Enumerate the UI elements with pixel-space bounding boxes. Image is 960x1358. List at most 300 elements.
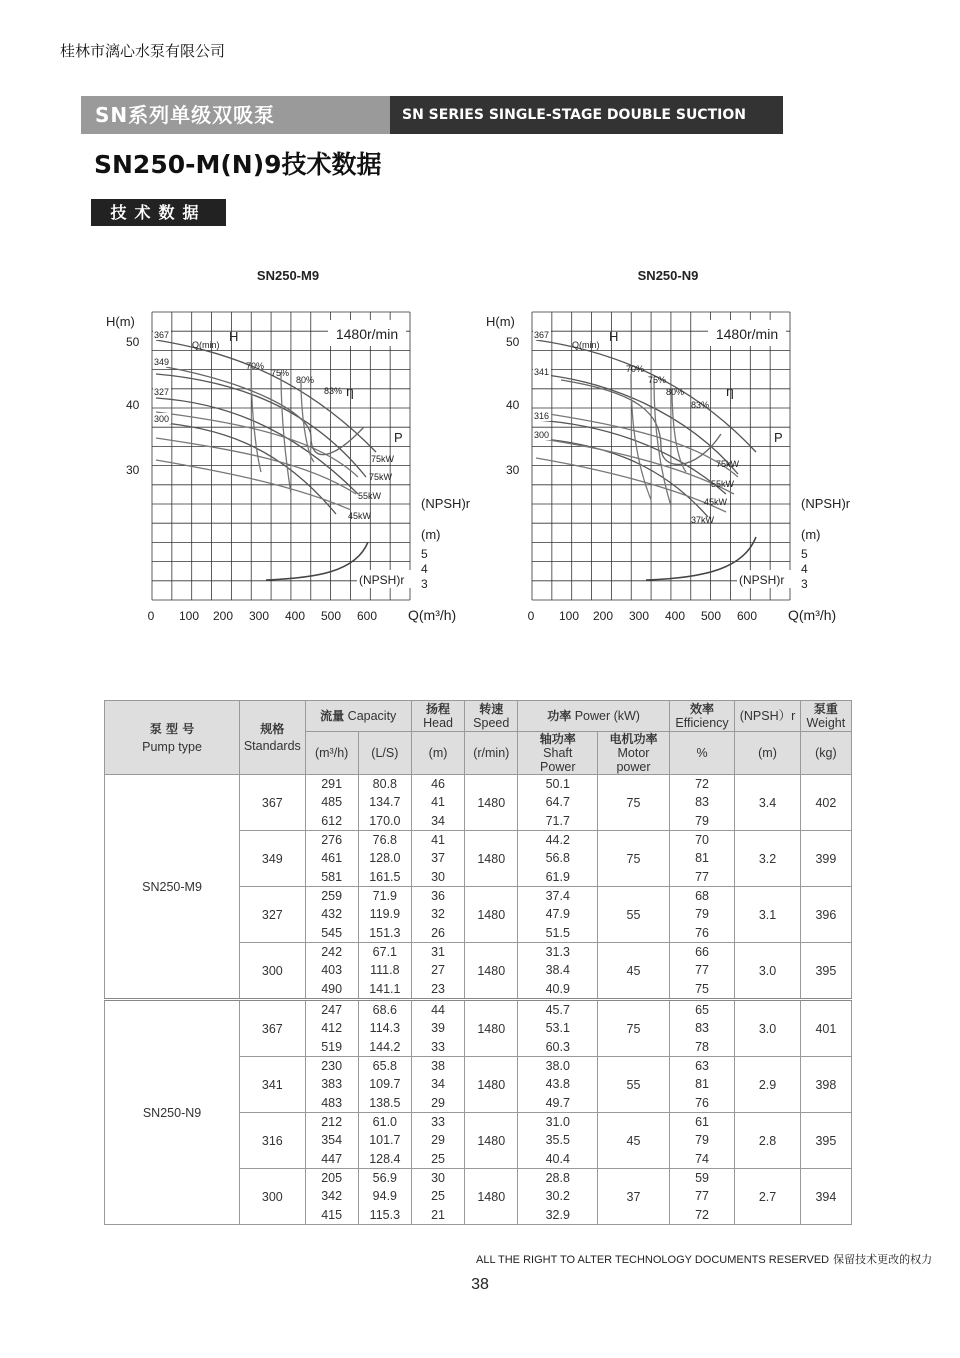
head-cell — [411, 887, 464, 943]
npsh-cell: 2.7 — [735, 1169, 800, 1225]
capacity-m3h-cell-value: 412 — [321, 1021, 343, 1036]
shaft-power-cell-value: 47.9 — [545, 907, 570, 922]
efficiency-cell-value: 83 — [695, 1021, 709, 1036]
standard-cell: 367 — [240, 775, 305, 831]
head-cell-value: 25 — [431, 1189, 445, 1204]
shaft-power-cell-value: 44.2 — [545, 833, 570, 848]
y-tick-label: 30 — [506, 463, 520, 477]
capacity-ls-cell-value: 111.8 — [370, 963, 400, 978]
head-cell — [411, 775, 464, 831]
head-cell-value: 33 — [431, 1115, 445, 1130]
impeller-label: 316 — [534, 411, 550, 421]
efficiency-cell — [669, 1000, 734, 1057]
capacity-m3h-cell-value: 403 — [321, 963, 343, 978]
impeller-label: 367 — [534, 330, 550, 340]
footer-note — [476, 1251, 932, 1267]
head-cell-value: 37 — [431, 851, 445, 866]
header-shaft-power — [518, 732, 598, 775]
head-cell-value: 44 — [431, 1003, 445, 1018]
header-motor-en2: power — [616, 760, 651, 774]
capacity-ls-cell — [358, 1113, 411, 1169]
npsh-tick-label: 3 — [421, 577, 428, 591]
header-power — [518, 701, 669, 732]
efficiency-label: 80% — [296, 375, 315, 385]
capacity-m3h-cell-value: 519 — [321, 1039, 343, 1054]
capacity-m3h-cell-value: 545 — [321, 925, 343, 940]
efficiency-cell-value: 68 — [695, 889, 709, 904]
capacity-ls-cell-value: 109.7 — [369, 1077, 401, 1092]
header-pump-type-en: Pump type — [142, 739, 202, 754]
impeller-label: 367 — [154, 330, 170, 340]
head-cell-value: 25 — [431, 1151, 445, 1166]
head-label: H — [609, 329, 619, 344]
x-tick-label: 200 — [212, 609, 234, 623]
npsh-cell: 3.0 — [735, 943, 800, 1000]
efficiency-cell-value: 76 — [695, 1095, 709, 1110]
capacity-m3h-cell — [305, 1113, 358, 1169]
footer-note-cn: 保留技术更改的权力 — [833, 1253, 933, 1266]
shaft-power-cell — [518, 1169, 598, 1225]
power-label: 75kW — [716, 459, 740, 469]
head-cell-value: 32 — [431, 907, 445, 922]
npsh-cell: 3.2 — [735, 831, 800, 887]
head-cell-value: 29 — [431, 1095, 445, 1110]
shaft-power-cell-value: 38.0 — [545, 1059, 570, 1074]
capacity-ls-cell-value: 128.0 — [369, 851, 401, 866]
x-tick-label: 100 — [178, 609, 200, 623]
shaft-power-cell-value: 37.4 — [545, 889, 570, 904]
npsh-tick-label: 4 — [801, 562, 808, 576]
power-label: 75kW — [369, 472, 393, 482]
efficiency-cell-value: 79 — [695, 1133, 709, 1148]
header-efficiency-en: Efficiency — [675, 716, 729, 730]
npsh-axis-label: (NPSH)r — [421, 496, 471, 511]
shaft-power-cell-value: 31.0 — [545, 1115, 570, 1130]
standard-cell: 349 — [240, 831, 305, 887]
efficiency-cell-value: 70 — [695, 833, 709, 848]
impeller-label: 300 — [154, 414, 170, 424]
impeller-label: 300 — [534, 430, 550, 440]
header-speed-cn: 转速 — [479, 702, 504, 716]
x-tick-label: 0 — [147, 609, 155, 623]
head-cell-value: 30 — [431, 869, 445, 884]
speed-label: 1480r/min — [715, 326, 779, 342]
efficiency-cell-value: 79 — [695, 907, 709, 922]
capacity-ls-cell-value: 161.5 — [369, 869, 401, 884]
capacity-ls-cell-value: 65.8 — [372, 1059, 398, 1074]
shaft-power-cell — [518, 887, 598, 943]
shaft-power-cell — [518, 943, 598, 1000]
npsh-tick-label: 3 — [801, 577, 808, 591]
efficiency-cell-value: 72 — [695, 1207, 709, 1222]
npsh-unit-label: (m) — [801, 527, 821, 542]
standard-cell: 367 — [240, 1000, 305, 1057]
capacity-ls-cell-value: 141.1 — [369, 981, 401, 996]
capacity-m3h-cell-value: 242 — [321, 945, 343, 960]
efficiency-label: 70% — [626, 364, 645, 374]
header-capacity — [305, 701, 411, 732]
npsh-unit-label: (m) — [421, 527, 441, 542]
head-cell-value: 39 — [431, 1021, 445, 1036]
shaft-power-cell-value: 51.5 — [545, 925, 570, 940]
header-efficiency-cn: 效率 — [690, 702, 715, 716]
header-shaft-en1: Shaft — [543, 746, 573, 760]
x-tick-label: 300 — [248, 609, 270, 623]
efficiency-label: 70% — [246, 361, 265, 371]
shaft-power-cell-value: 49.7 — [545, 1095, 570, 1110]
capacity-m3h-cell-value: 259 — [321, 889, 343, 904]
efficiency-cell-value: 66 — [695, 945, 709, 960]
shaft-power-cell-value: 64.7 — [545, 795, 570, 810]
capacity-ls-cell-value: 114.3 — [369, 1021, 401, 1036]
efficiency-cell-value: 65 — [695, 1003, 709, 1018]
chart-svg — [96, 262, 476, 632]
efficiency-cell-value: 61 — [695, 1115, 709, 1130]
header-speed — [465, 701, 518, 732]
capacity-m3h-cell-value: 291 — [321, 777, 343, 792]
capacity-m3h-cell-value: 212 — [321, 1115, 343, 1130]
efficiency-curve — [166, 367, 364, 455]
shaft-power-cell — [518, 1113, 598, 1169]
speed-cell: 1480 — [465, 1113, 518, 1169]
capacity-ls-cell — [358, 831, 411, 887]
shaft-power-cell-value: 50.1 — [545, 777, 570, 792]
weight-cell: 395 — [800, 1113, 851, 1169]
capacity-m3h-cell-value: 485 — [321, 795, 343, 810]
x-tick-label: 400 — [664, 609, 686, 623]
capacity-m3h-cell-value: 276 — [321, 833, 343, 848]
weight-cell: 394 — [800, 1169, 851, 1225]
capacity-m3h-cell-value: 490 — [321, 981, 343, 996]
capacity-m3h-cell-value: 230 — [321, 1059, 343, 1074]
shaft-power-cell — [518, 775, 598, 831]
motor-power-cell: 75 — [598, 1000, 670, 1057]
impeller-label: 349 — [154, 357, 170, 367]
header-head-cn: 扬程 — [426, 702, 451, 716]
shaft-power-cell-value: 60.3 — [545, 1039, 570, 1054]
capacity-ls-cell-value: 151.3 — [369, 925, 401, 940]
capacity-ls-cell-value: 134.7 — [369, 795, 401, 810]
header-power-cn: 功率 — [547, 709, 572, 723]
capacity-ls-cell-value: 115.3 — [369, 1207, 401, 1222]
speed-cell: 1480 — [465, 887, 518, 943]
header-motor-en1: Motor — [617, 746, 650, 760]
efficiency-cell — [669, 887, 734, 943]
efficiency-iso-line — [672, 388, 686, 472]
weight-cell: 398 — [800, 1057, 851, 1113]
standard-cell: 300 — [240, 1169, 305, 1225]
power-label: 55kW — [358, 491, 382, 501]
head-cell-value: 26 — [431, 925, 445, 940]
shaft-power-cell-value: 32.9 — [545, 1207, 570, 1222]
shaft-power-cell-value: 35.5 — [545, 1133, 570, 1148]
section-tag: 技术数据 — [91, 199, 226, 226]
x-tick-label: 100 — [558, 609, 580, 623]
head-cell-value: 21 — [431, 1207, 445, 1222]
capacity-ls-cell-value: 101.7 — [369, 1133, 401, 1148]
capacity-ls-cell-value: 128.4 — [369, 1151, 401, 1166]
efficiency-label: 83% — [324, 386, 343, 396]
x-tick-label: 0 — [527, 609, 535, 623]
speed-label: 1480r/min — [335, 326, 399, 342]
capacity-m3h-cell — [305, 887, 358, 943]
header-standards — [240, 701, 305, 775]
header-shaft-en2: Power — [540, 760, 576, 774]
speed-cell: 1480 — [465, 1169, 518, 1225]
power-label: 55kW — [711, 479, 735, 489]
x-tick-label: 300 — [628, 609, 650, 623]
capacity-ls-cell-value: 68.6 — [372, 1003, 398, 1018]
page-number: 38 — [471, 1276, 489, 1293]
qmin-label: Q(min) — [192, 340, 220, 350]
efficiency-cell-value: 81 — [695, 851, 709, 866]
efficiency-label: 75% — [271, 368, 290, 378]
shaft-power-cell-value: 30.2 — [545, 1189, 570, 1204]
header-efficiency — [669, 701, 734, 732]
shaft-power-cell-value: 56.8 — [545, 851, 570, 866]
capacity-m3h-cell — [305, 943, 358, 1000]
motor-power-cell: 55 — [598, 1057, 670, 1113]
capacity-ls-cell — [358, 775, 411, 831]
capacity-m3h-cell-value: 383 — [321, 1077, 343, 1092]
x-tick-label: 500 — [320, 609, 342, 623]
x-tick-label: 500 — [700, 609, 722, 623]
efficiency-cell-value: 75 — [695, 981, 709, 996]
capacity-m3h-cell-value: 342 — [321, 1189, 343, 1204]
capacity-ls-cell — [358, 1169, 411, 1225]
capacity-ls-cell-value: 80.8 — [372, 777, 398, 792]
head-curve — [536, 438, 708, 517]
efficiency-cell-value: 59 — [695, 1171, 709, 1186]
motor-power-cell: 75 — [598, 775, 670, 831]
head-cell-value: 33 — [431, 1039, 445, 1054]
series-banner-en: SN SERIES SINGLE-STAGE DOUBLE SUCTION PUMPS — [390, 96, 783, 134]
head-cell-value: 23 — [431, 981, 445, 996]
header-weight-unit: (kg) — [800, 732, 851, 775]
efficiency-iso-line — [301, 382, 314, 462]
page-title: SN250-M(N)9技术数据 — [94, 150, 382, 179]
pump-type-cell: SN250-N9 — [105, 1000, 240, 1225]
efficiency-cell-value: 77 — [695, 869, 709, 884]
efficiency-cell — [669, 1113, 734, 1169]
head-curve — [156, 340, 376, 452]
x-axis-label: Q(m³/h) — [408, 607, 457, 623]
efficiency-cell-value: 78 — [695, 1039, 709, 1054]
efficiency-cell — [669, 1057, 734, 1113]
efficiency-cell-value: 79 — [695, 813, 709, 828]
power-curve — [536, 412, 738, 477]
capacity-m3h-cell — [305, 775, 358, 831]
header-shaft-cn: 轴功率 — [539, 732, 576, 746]
weight-cell: 399 — [800, 831, 851, 887]
shaft-power-cell-value: 61.9 — [545, 869, 570, 884]
y-axis-label: H(m) — [106, 314, 135, 329]
capacity-m3h-cell-value: 581 — [321, 869, 343, 884]
head-cell-value: 34 — [431, 813, 445, 828]
capacity-ls-cell-value: 76.8 — [372, 833, 398, 848]
weight-cell: 402 — [800, 775, 851, 831]
motor-power-cell: 45 — [598, 943, 670, 1000]
shaft-power-cell-value: 43.8 — [545, 1077, 570, 1092]
x-tick-label: 600 — [356, 609, 378, 623]
power-label: 37kW — [691, 515, 715, 525]
efficiency-cell — [669, 943, 734, 1000]
impeller-label: 327 — [154, 387, 170, 397]
chart-title: SN250-N9 — [637, 268, 699, 283]
power-label: 75kW — [371, 454, 395, 464]
impeller-label: 341 — [534, 367, 550, 377]
power-label: 45kW — [704, 497, 728, 507]
shaft-power-cell — [518, 831, 598, 887]
efficiency-cell-value: 77 — [695, 963, 709, 978]
weight-cell: 396 — [800, 887, 851, 943]
qmin-label: Q(min) — [572, 340, 600, 350]
shaft-power-cell-value: 53.1 — [545, 1021, 570, 1036]
speed-cell: 1480 — [465, 1057, 518, 1113]
efficiency-label: 83% — [691, 400, 710, 410]
header-pump-type-cn: 泵 型 号 — [149, 721, 195, 736]
head-cell-value: 27 — [431, 963, 445, 978]
x-tick-label: 600 — [736, 609, 758, 623]
weight-cell: 395 — [800, 943, 851, 1000]
efficiency-cell-value: 72 — [695, 777, 709, 792]
capacity-ls-cell-value: 94.9 — [372, 1189, 398, 1204]
shaft-power-cell-value: 40.9 — [545, 981, 570, 996]
npsh-tick-label: 5 — [421, 547, 428, 561]
y-axis-label: H(m) — [486, 314, 515, 329]
header-capacity-unit-m3h: (m³/h) — [305, 732, 358, 775]
capacity-ls-cell-value: 71.9 — [372, 889, 398, 904]
speed-cell: 1480 — [465, 831, 518, 887]
capacity-ls-cell — [358, 1000, 411, 1057]
capacity-ls-cell — [358, 943, 411, 1000]
capacity-m3h-cell-value: 415 — [321, 1207, 343, 1222]
y-tick-label: 40 — [506, 398, 520, 412]
y-tick-label: 30 — [126, 463, 140, 477]
y-tick-label: 50 — [126, 335, 140, 349]
performance-chart-n9 — [476, 262, 856, 632]
company-name: 桂林市漓心水泵有限公司 — [60, 42, 226, 60]
standard-cell: 300 — [240, 943, 305, 1000]
series-banner-cn: SN系列单级双吸泵 — [81, 96, 390, 134]
header-efficiency-unit: % — [669, 732, 734, 775]
capacity-m3h-cell-value: 461 — [321, 851, 343, 866]
header-pump-type — [105, 701, 240, 775]
head-cell — [411, 1000, 464, 1057]
spec-table — [104, 700, 852, 1225]
head-cell-value: 30 — [431, 1171, 445, 1186]
header-npsh — [735, 701, 800, 732]
efficiency-iso-line — [281, 372, 291, 494]
head-cell-value: 41 — [431, 795, 445, 810]
capacity-m3h-cell — [305, 1000, 358, 1057]
pump-type-cell: SN250-M9 — [105, 775, 240, 1000]
npsh-curve — [266, 542, 368, 580]
npsh-tick-label: 4 — [421, 562, 428, 576]
header-npsh-unit: (m) — [735, 732, 800, 775]
capacity-ls-cell-value: 56.9 — [372, 1171, 398, 1186]
capacity-ls-cell-value: 138.5 — [369, 1095, 401, 1110]
npsh-cell: 2.8 — [735, 1113, 800, 1169]
capacity-m3h-cell — [305, 1169, 358, 1225]
efficiency-cell-value: 83 — [695, 795, 709, 810]
chart-grid — [532, 312, 790, 600]
head-cell — [411, 943, 464, 1000]
npsh-cell: 3.1 — [735, 887, 800, 943]
efficiency-cell-value: 76 — [695, 925, 709, 940]
capacity-ls-cell-value: 61.0 — [372, 1115, 398, 1130]
y-tick-label: 40 — [126, 398, 140, 412]
header-capacity-en: Capacity — [347, 709, 397, 723]
header-motor-power — [598, 732, 670, 775]
capacity-m3h-cell-value: 247 — [321, 1003, 343, 1018]
head-cell — [411, 1169, 464, 1225]
speed-cell: 1480 — [465, 775, 518, 831]
shaft-power-cell-value: 31.3 — [545, 945, 570, 960]
head-cell — [411, 1057, 464, 1113]
shaft-power-cell-value: 38.4 — [545, 963, 570, 978]
header-standards-en: Standards — [243, 739, 301, 753]
head-cell-value: 46 — [431, 777, 445, 792]
capacity-ls-cell — [358, 887, 411, 943]
efficiency-cell-value: 77 — [695, 1189, 709, 1204]
standard-cell: 341 — [240, 1057, 305, 1113]
head-cell-value: 38 — [431, 1059, 445, 1074]
efficiency-symbol: η — [726, 383, 734, 399]
table-row — [105, 775, 852, 831]
capacity-m3h-cell-value: 483 — [321, 1095, 343, 1110]
header-speed-unit: (r/min) — [465, 732, 518, 775]
x-axis-label: Q(m³/h) — [788, 607, 837, 623]
efficiency-cell — [669, 1169, 734, 1225]
capacity-m3h-cell — [305, 831, 358, 887]
capacity-ls-cell-value: 67.1 — [372, 945, 398, 960]
capacity-m3h-cell-value: 432 — [321, 907, 343, 922]
efficiency-cell-value: 74 — [695, 1151, 709, 1166]
head-cell — [411, 1113, 464, 1169]
capacity-ls-cell — [358, 1057, 411, 1113]
head-cell — [411, 831, 464, 887]
chart-svg — [476, 262, 856, 632]
shaft-power-cell-value: 71.7 — [545, 813, 570, 828]
head-cell-value: 41 — [431, 833, 445, 848]
header-speed-en: Speed — [473, 716, 510, 730]
header-motor-cn: 电机功率 — [609, 732, 658, 746]
standard-cell: 316 — [240, 1113, 305, 1169]
efficiency-cell-value: 63 — [695, 1059, 709, 1074]
motor-power-cell: 75 — [598, 831, 670, 887]
efficiency-label: 75% — [648, 375, 667, 385]
header-standards-cn: 规格 — [260, 722, 285, 736]
weight-cell: 401 — [800, 1000, 851, 1057]
chart-title: SN250-M9 — [256, 268, 320, 283]
y-tick-label: 50 — [506, 335, 520, 349]
efficiency-label: 80% — [666, 387, 685, 397]
head-cell-value: 34 — [431, 1077, 445, 1092]
head-curve — [536, 340, 756, 452]
header-weight-cn: 泵重 — [813, 702, 838, 716]
shaft-power-cell-value: 28.8 — [545, 1171, 570, 1186]
header-weight — [800, 701, 851, 732]
header-head — [411, 701, 464, 732]
efficiency-cell-value: 81 — [695, 1077, 709, 1092]
npsh-tick-label: 5 — [801, 547, 808, 561]
npsh-cell: 3.0 — [735, 1000, 800, 1057]
head-cell-value: 29 — [431, 1133, 445, 1148]
capacity-m3h-cell-value: 354 — [321, 1133, 343, 1148]
npsh-cell: 3.4 — [735, 775, 800, 831]
power-label: 45kW — [348, 511, 372, 521]
